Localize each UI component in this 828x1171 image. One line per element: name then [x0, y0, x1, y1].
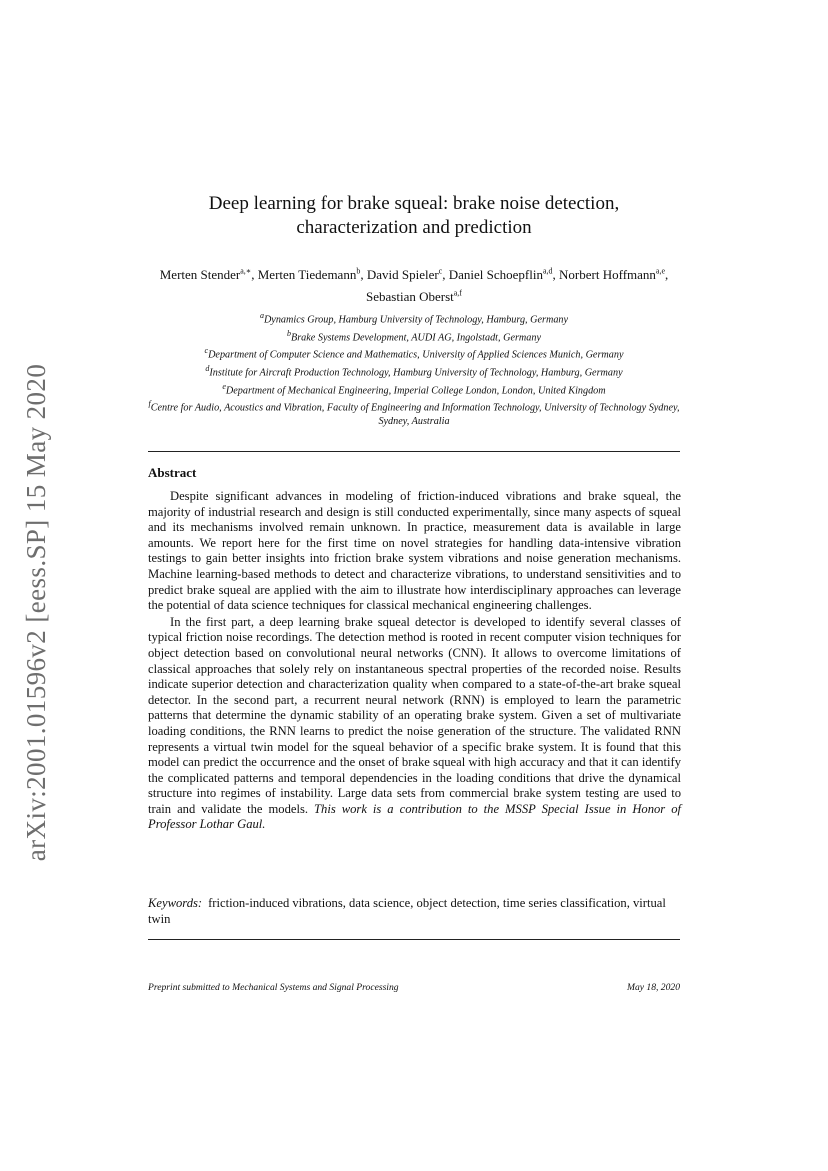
- author-list: [148, 263, 680, 306]
- page-footer: [148, 982, 680, 993]
- author: David Spieler$^c$,: [366, 267, 449, 283]
- affiliation: $^c$Department of Computer Science and Mathematics, University of Applied Sciences Munich, Germany: [204, 346, 624, 361]
- affiliation-list: [148, 309, 680, 428]
- keywords-text: friction-induced vibrations, data science, object detection, time series classification, virtual twin: [148, 896, 666, 926]
- arxiv-stamp-text: arXiv:2001.01596v2 [eess.SP] 15 May 2020: [21, 363, 52, 861]
- footer-journal: Preprint submitted to Mechanical Systems and Signal Processing: [148, 982, 399, 993]
- title-line-2: characterization and prediction: [296, 217, 532, 238]
- keywords: [148, 896, 681, 927]
- dedication-note: This work is a contribution to the MSSP Special Issue in Honor of Professor Lothar Gaul.: [148, 801, 682, 832]
- affiliation: $^f$Centre for Audio, Acoustics and Vibration, Faculty of Engineering and Information Technology, University of Technology Sydney, Sydney, Australia: [148, 399, 680, 428]
- abstract-body: [148, 489, 681, 833]
- arxiv-stamp: [20, 352, 54, 872]
- title-line-1: Deep learning for brake squeal: brake noise detection,: [208, 193, 620, 214]
- paper-title: [148, 192, 680, 240]
- affiliation: $^d$Institute for Aircraft Production Technology, Hamburg University of Technology, Hamburg, Germany: [205, 364, 623, 379]
- abstract-top-rule: [148, 451, 680, 452]
- affiliation: $^e$Department of Mechanical Engineering, Imperial College London, London, United Kingdom: [222, 381, 606, 397]
- affiliation: $^a$Dynamics Group, Hamburg University of Technology, Hamburg, Germany: [259, 311, 569, 326]
- keywords-label: Keywords:: [148, 896, 203, 910]
- author: Daniel Schoepflin$^{a,d}$,: [448, 267, 560, 283]
- author: Norbert Hoffmann$^{a,e}$,: [559, 267, 669, 283]
- abstract-paragraph-2: In the first part, a deep learning brake squeal detector is developed to identify several classes of typical friction noise recordings. The detection method is rooted in recent computer vision techniques for object detection based on convolutional neural networks (CNN). It allows to overcome limitations of classical approaches that solely rely on instantaneous spectral properties of the recorded noise. Results indicate superior detection and characterization quality when compared to a state-of-the-art brake squeal detector. In the second part, a recurrent neural network (RNN) is employed to learn the parametric patterns that determine the dynamic stability of an operating brake system. Given a set of multivariate loading conditions, the RNN learns to predict the noise generation of the structure. The validated RNN represents a virtual twin model for the squeal behavior of a specific brake system. It is found that this model can predict the occurrence and the onset of brake squeal with high accuracy and that it can identify the complicated patterns and temporal dependencies in the loading conditions that drive the dynamical structure into regimes of instability. Large data sets from commercial brake system testing are used to train and validate the models. This work is a contribution to the MSSP Special Issue in Honor of Professor Lothar Gaul.: [148, 614, 682, 832]
- author: Merten Stender$^{a,∗}$,: [159, 267, 258, 283]
- author: Merten Tiedemann$^b$,: [257, 267, 367, 283]
- abstract-bottom-rule: [148, 939, 680, 940]
- footer-date: May 18, 2020: [626, 982, 680, 993]
- affiliation: $^b$Brake Systems Development, AUDI AG, Ingolstadt, Germany: [286, 328, 541, 344]
- abstract-paragraph-1: Despite significant advances in modeling of friction-induced vibrations and brake squeal, the majority of industrial research and design is still conducted experimentally, since many aspects of squeal and its mechanisms involved remain unknown. In practice, measurement data is available in large amounts. We report here for the first time on novel strategies for handling data-intensive vibration testings to gain better insights into friction brake system vibrations and noise generation mechanisms. Machine learning-based methods to detect and characterize vibrations, to understand sensitivities and to predict brake squeal are applied with the aim to illustrate how interdisciplinary approaches can leverage the potential of data science techniques for classical mechanical engineering challenges.: [148, 489, 681, 613]
- abstract-heading: Abstract: [148, 465, 197, 480]
- author: Sebastian Oberst$^{a,f}$: [366, 288, 462, 304]
